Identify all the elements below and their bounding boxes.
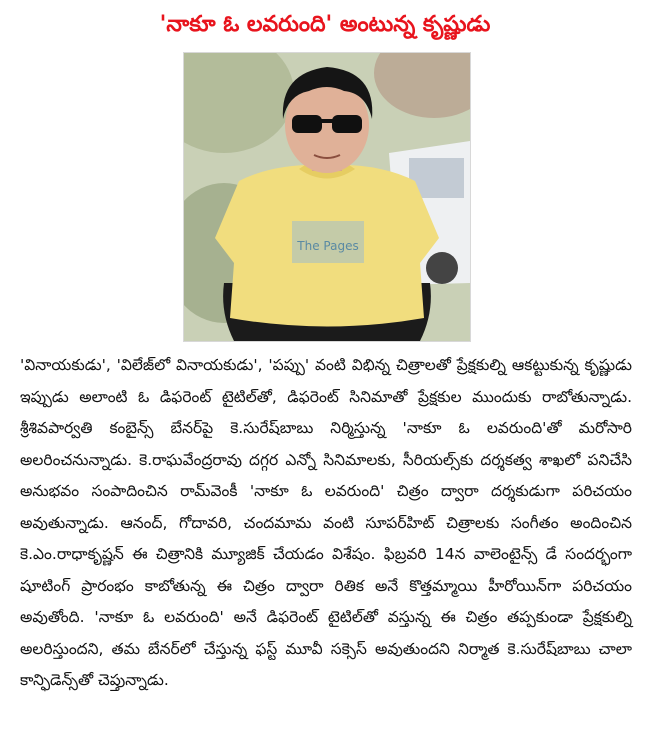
article-photo (183, 52, 471, 342)
article-headline: 'నాకూ ఓ లవరుంది' అంటున్న కృష్ణుడు (159, 12, 491, 37)
article-body: 'వినాయకుడు', 'విలేజ్‌లో వినాయకుడు', 'పప్పు' వంటి విభిన్న చిత్రాలతో ప్రేక్షకుల్ని ఆకట్టుకున్న కృష్ణుడు ఇప్పుడు అలాంటి ఓ డిఫరెంట్ టైటిల్‌తో, డిఫరెంట్ సినిమాతో ప్రేక్షకుల ముందుకు రాబోతున్నాడు. శ్రీశివపార్వతి కంబైన్స్ బేనర్‌పై కె.సురేష్‌బాబు నిర్మిస్తున్న 'నాకూ ఓ లవరుంది'తో మరోసారి అలరించనున్నాడు. కె.రాఘవేంద్రరావు దగ్గర ఎన్నో సినిమాలకు, సీరియల్స్‌కు దర్శకత్వ శాఖలో పనిచేసి అనుభవం సంపాదించిన రామ్‌వెంకీ 'నాకూ ఓ లవరుంది' చిత్రం ద్వారా దర్శకుడుగా పరిచయం అవుతున్నాడు. ఆనంద్, గోదావరి, చందమామ వంటి సూపర్‌హిట్ చిత్రాలకు సంగీతం అందించిన కె.ఎం.రాధాకృష్ణన్ ఈ చిత్రానికి మ్యూజిక్ చేయడం విశేషం. ఫిబ్రవరి 14న వాలెంటైన్స్ డే సందర్భంగా షూటింగ్ ప్రారంభం కాబోతున్న ఈ చిత్రం ద్వారా రితిక అనే కొత్తమ్మాయి హీరోయిన్‌గా పరిచయం అవుతోంది. 'నాకూ ఓ లవరుంది' అనే డిఫరెంట్ టైటిల్‌తో వస్తున్న ఈ చిత్రం తప్పకుండా ప్రేక్షకుల్ని అలరిస్తుందని, తమ బేనర్‌లో చేస్తున్న ఫస్ట్ మూవీ సక్సెస్ అవుతుందని నిర్మాత కె.సురేష్‌బాబు చాలా కాన్ఫిడెన్స్‌తో చెప్తున్నాడు. (20, 356, 632, 689)
actor-photo-illustration (184, 53, 470, 341)
shirt-print-text: The Pages (297, 239, 359, 253)
